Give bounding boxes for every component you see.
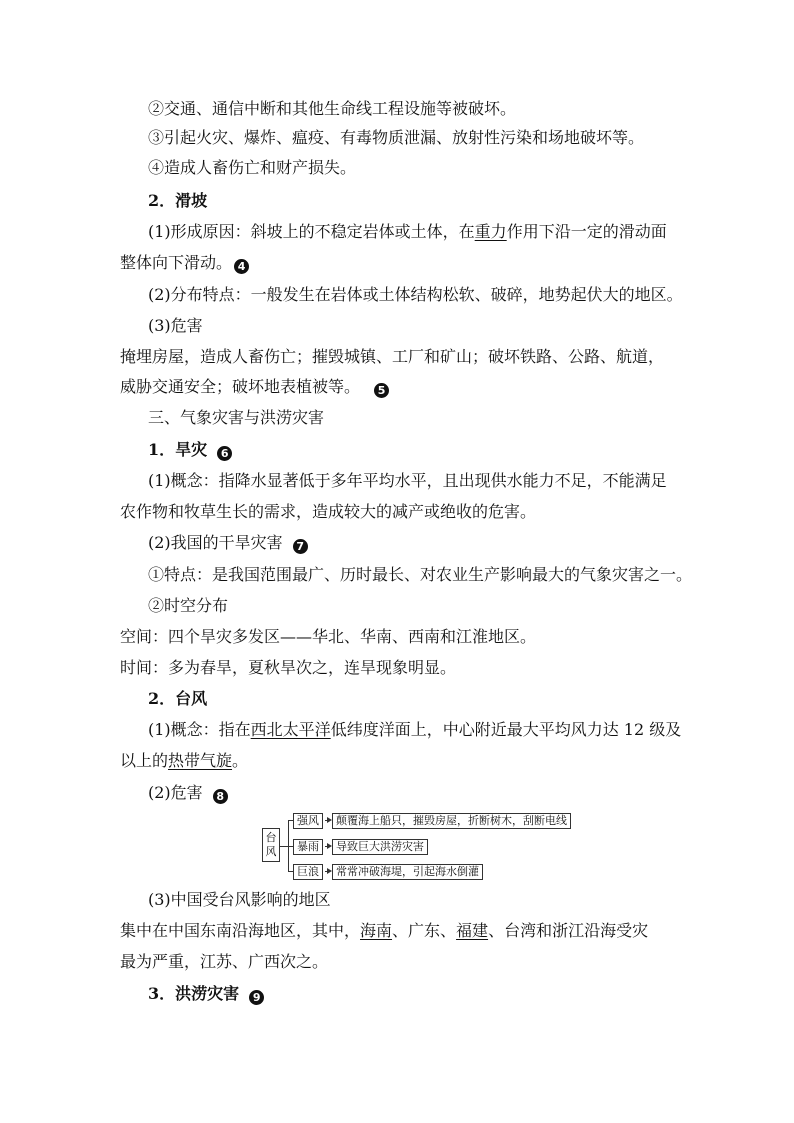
text-line: (1)概念：指在西北太平洋低纬度洋面上，中心附近最大平均风力达 12 级及 — [148, 720, 682, 739]
diagram-cause-box: 强风 — [293, 813, 323, 829]
heading-landslide: 2．滑坡 — [148, 191, 208, 210]
text-line: 整体向下滑动。 4 — [120, 253, 680, 274]
underlined-term: 西北太平洋 — [250, 720, 331, 739]
text-line: 威胁交通安全；破坏地表植被等。 5 — [120, 377, 680, 398]
underlined-term: 重力 — [474, 222, 507, 241]
heading-section-3: 三、气象灾害与洪涝灾害 — [148, 408, 325, 427]
marker-4-icon: 4 — [234, 259, 249, 274]
underlined-term: 海南 — [360, 921, 393, 940]
text-line: 空间：四个旱灾多发区——华北、华南、西南和江淮地区。 — [120, 627, 537, 646]
text-line: ②交通、通信中断和其他生命线工程设施等被破坏。 — [148, 99, 517, 118]
heading-typhoon: 2．台风 — [148, 689, 208, 708]
heading-drought: 1．旱灾 6 — [148, 440, 678, 461]
text-line: (2)危害 8 — [148, 783, 678, 804]
text-line: ④造成人畜伤亡和财产损失。 — [148, 158, 357, 177]
text-line: (3)危害 — [148, 316, 203, 335]
text-line: ③引起火灾、爆炸、瘟疫、有毒物质泄漏、放射性污染和场地破坏等。 — [148, 128, 645, 147]
diagram-root-box: 台风 — [262, 828, 280, 862]
marker-9-icon: 9 — [249, 990, 264, 1005]
text-line: 以上的热带气旋。 — [120, 751, 249, 770]
diagram-cause-box: 巨浪 — [293, 864, 323, 880]
typhoon-hazard-diagram — [262, 810, 567, 882]
text-line: 农作物和牧草生长的需求，造成较大的减产或绝收的危害。 — [120, 502, 537, 521]
diagram-effect-box: 导致巨大洪涝灾害 — [332, 839, 428, 855]
diagram-effect-box: 常常冲破海堤，引起海水倒灌 — [332, 864, 483, 880]
text-line: 时间：多为春旱，夏秋旱次之，连旱现象明显。 — [120, 658, 457, 677]
text-line: (2)我国的干旱灾害 7 — [148, 533, 678, 554]
text-line: 集中在中国东南沿海地区，其中，海南、广东、福建、台湾和浙江沿海受灾 — [120, 921, 649, 940]
text-line: ②时空分布 — [148, 596, 229, 615]
text-line: 最为严重，江苏、广西次之。 — [120, 952, 329, 971]
text-line: (2)分布特点：一般发生在岩体或土体结构松软、破碎，地势起伏大的地区。 — [148, 285, 683, 304]
text-line: (1)概念：指降水显著低于多年平均水平，且出现供水能力不足，不能满足 — [148, 471, 667, 490]
marker-8-icon: 8 — [213, 789, 228, 804]
marker-7-icon: 7 — [293, 539, 308, 554]
diagram-effect-box: 颠覆海上船只，摧毁房屋，折断树木，刮断电线 — [332, 813, 571, 829]
text-line: ①特点：是我国范围最广、历时最长、对农业生产影响最大的气象灾害之一。 — [148, 565, 693, 584]
marker-6-icon: 6 — [217, 446, 232, 461]
diagram-cause-box: 暴雨 — [293, 839, 323, 855]
text-line: (1)形成原因：斜坡上的不稳定岩体或土体，在重力作用下沿一定的滑动面 — [148, 222, 667, 241]
text-line: 掩埋房屋，造成人畜伤亡；摧毁城镇、工厂和矿山；破坏铁路、公路、航道， — [120, 347, 665, 366]
diagram-connector — [280, 846, 288, 847]
underlined-term: 热带气旋 — [168, 751, 233, 770]
heading-flood: 3．洪涝灾害 9 — [148, 984, 678, 1005]
marker-5-icon: 5 — [374, 383, 389, 398]
text-line: (3)中国受台风影响的地区 — [148, 890, 331, 909]
underlined-term: 福建 — [456, 921, 489, 940]
